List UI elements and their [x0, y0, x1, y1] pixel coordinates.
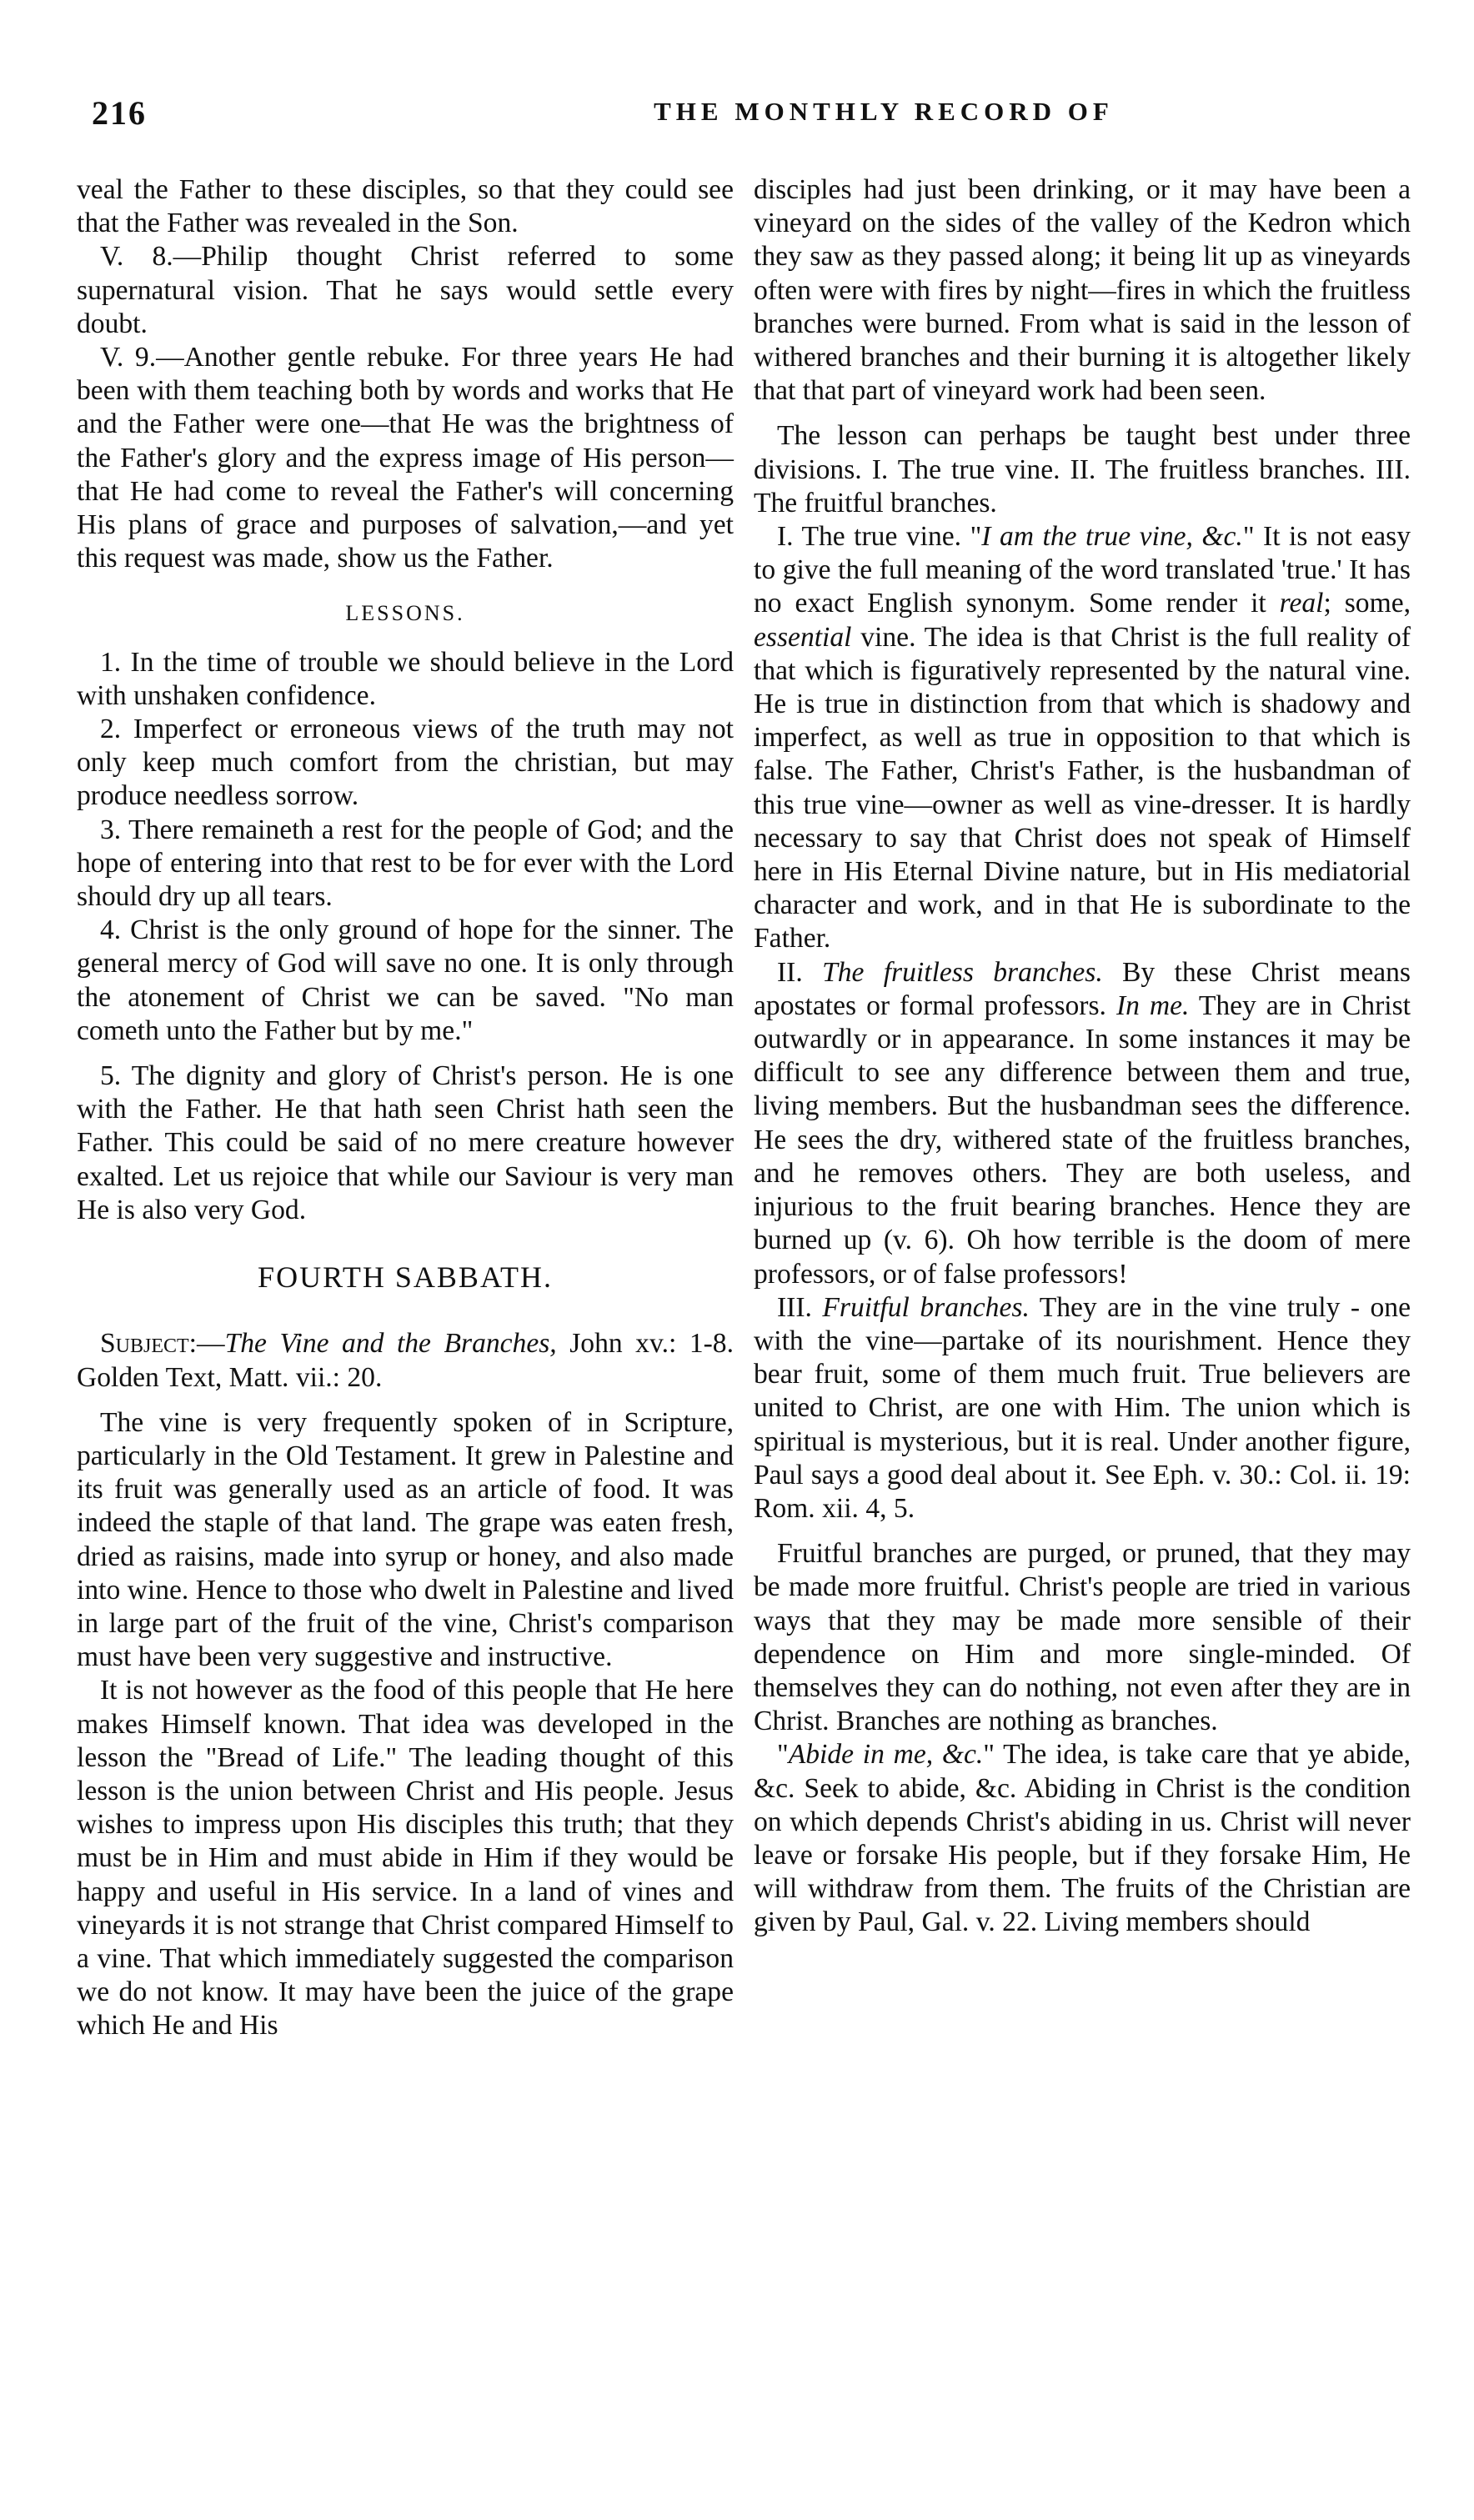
- text-run-italic: real: [1279, 588, 1324, 619]
- text-run: " It is not easy to give the full meaning of the word translated 'true.' It has no exact English synonym. Some render it: [754, 521, 1411, 619]
- text-run: " The idea, is take care that ye abide, &c. Seek to abide, &c. Abiding in Christ is the condition on which depends Christ's abiding in us. Christ will never leave or forsake His people, but if they forsake Him, He will withdraw from them. The fruits of the Christian are given by Paul, Gal. v. 22. Living members should: [754, 1739, 1411, 1938]
- lesson-item: 3. There remaineth a rest for the people of God; and the hope of entering into that rest to be for ever with the Lord should dry up all tears.: [77, 814, 734, 913]
- text-run-italic: The fruitless branches.: [822, 956, 1103, 988]
- paragraph: [754, 956, 1411, 1291]
- text-run: III.: [777, 1291, 823, 1323]
- running-head: THE MONTHLY RECORD OF: [654, 97, 1114, 126]
- text-run-italic: In me.: [1116, 989, 1190, 1021]
- paragraph: The vine is very frequently spoken of in Scripture, particularly in the Old Testament. It grew in Palestine and its fruit was generally used as an article of food. It was indeed the staple of that land. The grape was eaten fresh, dried as raisins, made into syrup or honey, and also made into wine. Hence to those who dwelt in Palestine and lived in large part of the fruit of the vine, Christ's comparison must have been very suggestive and instructive.: [77, 1406, 734, 1673]
- paragraph: The lesson can perhaps be taught best under three divisions. I. The true vine. II. The fruitless branches. III. The fruitful branches.: [754, 420, 1411, 519]
- text-run-italic: Fruitful branches.: [822, 1291, 1030, 1323]
- paragraph: Fruitful branches are purged, or pruned, that they may be made more fruitful. Christ's people are tried in various ways that they may be made more sensible of their dependence on Him and more single-minded. Of themselves they can do nothing, not even after they are in Christ. Branches are nothing as branches.: [754, 1538, 1411, 1737]
- text-run: ": [777, 1739, 789, 1771]
- paragraph: V. 8.—Philip thought Christ referred to some supernatural vision. That he says would settle every doubt.: [77, 241, 734, 339]
- paragraph: [754, 1738, 1411, 1939]
- page-number: 216: [92, 94, 147, 132]
- page-header: [92, 93, 1426, 143]
- paragraph: veal the Father to these disciples, so that they could see that the Father was revealed in the Son.: [77, 174, 734, 239]
- text-run: By these Christ means apostates or formal professors.: [754, 956, 1411, 1021]
- paragraph: [754, 1291, 1411, 1526]
- paragraph: [754, 520, 1411, 956]
- subject-reference: John xv.: 1-8. Golden Text, Matt. vii.: 20.: [77, 1328, 734, 1393]
- text-run: vine. The idea is that Christ is the full reality of that which is figuratively represented by the natural vine. He is true in distinction from that which is shadowy and imperfect, as well as true in opposition to that which is false. The Father, Christ's Father, is the husbandman of this true vine—owner as well as vine-dresser. It is hardly necessary to say that Christ does not speak of Himself here in His Eternal Divine nature, but in His mediatorial character and work, and in that He is subordinate to the Father.: [754, 621, 1411, 954]
- text-run: I. The true vine. ": [777, 521, 982, 553]
- section-heading: FOURTH SABBATH.: [258, 1260, 553, 1295]
- text-run: ; some,: [1323, 588, 1411, 619]
- paragraph: V. 9.—Another gentle rebuke. For three years He had been with them teaching both by words and works that He and the Father were one—that He was the brightness of the Father's glory and the express image of His person—that He had come to reveal the Father's will concerning His plans of grace and purposes of salvation,—and yet this request was made, show us the Father.: [77, 342, 734, 574]
- lesson-item: 1. In the time of trouble we should believe in the Lord with unshaken confidence.: [77, 646, 734, 711]
- lessons-heading: LESSONS.: [345, 601, 465, 626]
- subject-label: Subject:—: [100, 1328, 225, 1360]
- right-column: [754, 173, 1411, 1940]
- lesson-item: 5. The dignity and glory of Christ's person. He is one with the Father. He that hath seen Christ hath seen the Father. This could be said of no mere creature however exalted. Let us rejoice that while our Saviour is very man He is also very God.: [77, 1060, 734, 1225]
- subject-line: [77, 1327, 734, 1394]
- paragraph: disciples had just been drinking, or it may have been a vineyard on the sides of the valley of the Kedron which they saw as they passed along; it being lit up as vineyards often were with fires by night—fires in which the fruitless branches were burned. From what is said in the lesson of withered branches and their burning it is altogether likely that that part of vineyard work had been seen.: [754, 174, 1411, 407]
- lesson-item: 2. Imperfect or erroneous views of the truth may not only keep much comfort from the christian, but may produce needless sorrow.: [77, 714, 734, 812]
- subject-title: The Vine and the Branches,: [224, 1328, 557, 1360]
- text-run: They are in Christ outwardly or in appearance. In some instances it may be difficult to see any difference between them and true, living members. But the husbandman sees the difference. He sees the dry, withered state of the fruitless branches, and he removes others. They are both useless, and injurious to the fruit bearing branches. Hence they are burned up (v. 6). Oh how terrible is the doom of mere professors, or of false professors!: [754, 989, 1411, 1290]
- text-run: They are in the vine truly - one with the vine—partake of its nourishment. Hence they bear fruit, some of them much fruit. True believers are united to Christ, are one with Him. The union which is spiritual is mysterious, but it is real. Under another figure, Paul says a good deal about it. See Eph. v. 30.: Col. ii. 19: Rom. xii. 4, 5.: [754, 1291, 1411, 1524]
- left-column: [77, 173, 734, 2043]
- lesson-item: 4. Christ is the only ground of hope for the sinner. The general mercy of God will save no one. It is only through the atonement of Christ we can be saved. "No man cometh unto the Father but by me.": [77, 914, 734, 1046]
- paragraph: It is not however as the food of this people that He here makes Himself known. That idea was developed in the lesson the "Bread of Life." The leading thought of this lesson is the union between Christ and His people. Jesus wishes to impress upon His disciples this truth; that they must be in Him and must abide in Him if they would be happy and useful in His service. In a land of vines and vineyards it is not strange that Christ compared Himself to a vine. That which immediately suggested the comparison we do not know. It may have been the juice of the grape which He and His: [77, 1675, 734, 2042]
- text-run: II.: [777, 956, 823, 988]
- text-run-italic: Abide in me, &c.: [788, 1739, 984, 1771]
- text-run-italic: I am the true vine, &c.: [981, 521, 1243, 553]
- text-run-italic: essential: [754, 621, 852, 653]
